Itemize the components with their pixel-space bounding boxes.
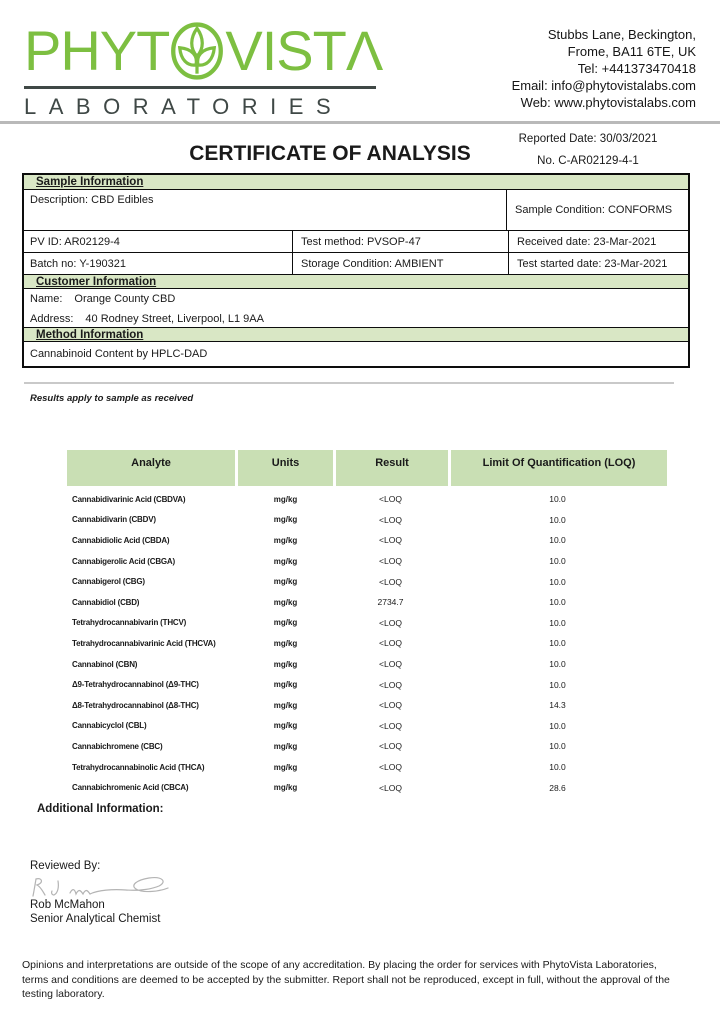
sample-information-header	[24, 175, 688, 190]
result-cell: <LOQ	[379, 782, 402, 793]
analyte-cell: Δ8-Tetrahydrocannabinol (Δ8-THC)	[72, 700, 199, 710]
analyte-cell: Cannabidivarin (CBDV)	[72, 515, 156, 525]
units-cell: mg/kg	[273, 783, 298, 793]
results-table	[67, 450, 667, 798]
batch-no-cell: Batch no: Y-190321	[30, 257, 127, 270]
table-row	[67, 654, 667, 675]
loq-cell: 14.3	[549, 700, 566, 711]
units-cell: mg/kg	[273, 515, 298, 525]
pvid-row	[24, 230, 688, 252]
result-cell: <LOQ	[379, 514, 402, 525]
analyte-cell: Cannabicyclol (CBL)	[72, 721, 147, 731]
reviewed-by-label: Reviewed By:	[30, 860, 101, 872]
results-rows	[67, 489, 667, 798]
reviewer-title: Senior Analytical Chemist	[30, 913, 161, 925]
table-row	[67, 674, 667, 695]
loq-column-header: Limit Of Quantification (LOQ)	[451, 450, 667, 486]
table-row	[67, 489, 667, 510]
analyte-cell: Cannabichromenic Acid (CBCA)	[72, 783, 189, 793]
analyte-cell: Cannabinol (CBN)	[72, 659, 138, 669]
result-cell: 2734.7	[377, 597, 404, 608]
report-number: No. C-AR02129-4-1	[537, 155, 639, 167]
analyte-cell: Tetrahydrocannabivarin (THCV)	[72, 618, 187, 628]
loq-cell: 10.0	[549, 556, 566, 567]
analyte-cell: Cannabidivarinic Acid (CBDVA)	[72, 494, 186, 504]
logo-text-part2: VISTΛ	[225, 19, 383, 82]
units-cell: mg/kg	[273, 535, 298, 545]
contact-address-line1: Stubbs Lane, Beckington,	[547, 27, 696, 42]
units-cell: mg/kg	[273, 556, 298, 566]
contact-phone: Tel: +441373470418	[577, 61, 696, 76]
customer-name-label: Name:	[30, 293, 63, 305]
method-cell: Cannabinoid Content by HPLC-DAD	[30, 348, 208, 360]
results-note: Results apply to sample as received	[30, 393, 194, 404]
customer-address-value: 40 Rodney Street, Liverpool, L1 9AA	[85, 313, 264, 325]
analyte-cell: Cannabigerolic Acid (CBGA)	[72, 556, 175, 566]
loq-cell: 10.0	[549, 741, 566, 752]
customer-details-row	[24, 289, 688, 327]
test-method-cell: Test method: PVSOP-47	[292, 231, 508, 252]
units-cell: mg/kg	[273, 680, 298, 690]
result-cell: <LOQ	[379, 700, 402, 711]
loq-cell: 10.0	[549, 494, 566, 505]
units-cell: mg/kg	[273, 659, 298, 669]
loq-cell: 10.0	[549, 762, 566, 773]
loq-cell: 10.0	[549, 597, 566, 608]
logo-subtitle: LABORATORIES	[24, 94, 344, 119]
table-row	[67, 633, 667, 654]
sample-info-table	[22, 173, 690, 368]
logo-text-part1: PHYT	[24, 19, 170, 82]
analyte-column-header: Analyte	[67, 450, 235, 486]
units-cell: mg/kg	[273, 597, 298, 607]
loq-cell: 10.0	[549, 638, 566, 649]
units-cell: mg/kg	[273, 618, 298, 628]
analyte-cell: Cannabidiol (CBD)	[72, 597, 140, 607]
result-cell: <LOQ	[379, 576, 402, 587]
analyte-cell: Tetrahydrocannabivarinic Acid (THCVA)	[72, 638, 216, 648]
analyte-cell: Δ9-Tetrahydrocannabinol (Δ9-THC)	[72, 680, 199, 690]
units-cell: mg/kg	[273, 721, 298, 731]
analyte-cell: Tetrahydrocannabinolic Acid (THCA)	[72, 762, 205, 772]
units-cell: mg/kg	[273, 762, 298, 772]
loq-cell: 10.0	[549, 679, 566, 690]
lab-contact-block	[512, 26, 696, 111]
result-cell: <LOQ	[379, 762, 402, 773]
result-column-header: Result	[336, 450, 448, 486]
batch-row	[24, 252, 688, 274]
section-divider-rule	[24, 382, 674, 384]
reviewer-name: Rob McMahon	[30, 899, 105, 911]
result-cell: <LOQ	[379, 638, 402, 649]
units-cell: mg/kg	[273, 638, 298, 648]
result-cell: <LOQ	[379, 720, 402, 731]
disclaimer-text: Opinions and interpretations are outside of the scope of any accreditation. By placing the order for services with PhytoVista Laboratories, terms and conditions are deemed to be accepted by the submitter. Report shall not be reproduced, except in full, without the approval of the testing laboratory.	[22, 959, 670, 1000]
method-information-heading-text: Method Information	[36, 328, 144, 341]
units-cell: mg/kg	[273, 741, 298, 751]
loq-cell: 10.0	[549, 535, 566, 546]
contact-email: Email: info@phytovistalabs.com	[511, 78, 696, 93]
table-row	[67, 551, 667, 572]
result-cell: <LOQ	[379, 659, 402, 670]
units-cell: mg/kg	[273, 700, 298, 710]
table-row	[67, 530, 667, 551]
table-row	[67, 592, 667, 613]
loq-cell: 10.0	[549, 617, 566, 628]
customer-name-line	[30, 293, 682, 305]
logo-wordmark	[24, 20, 382, 82]
additional-information-label: Additional Information:	[37, 803, 164, 815]
logo-divider-line	[24, 86, 376, 89]
customer-information-heading-text: Customer Information	[36, 275, 157, 288]
table-row	[67, 695, 667, 716]
result-cell: <LOQ	[379, 679, 402, 690]
storage-condition-cell: Storage Condition: AMBIENT	[292, 253, 508, 274]
result-cell: <LOQ	[379, 535, 402, 546]
loq-cell: 10.0	[549, 720, 566, 731]
logo	[24, 20, 382, 118]
contact-web: Web: www.phytovistalabs.com	[520, 95, 696, 110]
table-row	[67, 777, 667, 798]
table-row	[67, 571, 667, 592]
description-row	[24, 190, 688, 230]
units-cell: mg/kg	[273, 494, 298, 504]
loq-cell: 10.0	[549, 576, 566, 587]
leaf-in-circle-icon	[170, 20, 224, 82]
sample-information-heading-text: Sample Information	[36, 176, 144, 188]
customer-information-header	[24, 274, 688, 289]
customer-address-label: Address:	[30, 313, 74, 325]
analyte-cell: Cannabidiolic Acid (CBDA)	[72, 535, 170, 545]
loq-cell: 10.0	[549, 514, 566, 525]
analyte-cell: Cannabigerol (CBG)	[72, 577, 145, 587]
contact-address-line2: Frome, BA11 6TE, UK	[567, 44, 696, 59]
table-row	[67, 716, 667, 737]
table-row	[67, 757, 667, 778]
description-cell: Description: CBD Edibles	[30, 194, 154, 206]
sample-condition-cell: Sample Condition: CONFORMS	[506, 190, 688, 230]
result-cell: <LOQ	[379, 494, 402, 505]
analyte-cell: Cannabichromene (CBC)	[72, 741, 163, 751]
received-date-cell: Received date: 23-Mar-2021	[508, 231, 688, 252]
header-divider-rule	[0, 121, 720, 124]
table-row	[67, 613, 667, 634]
loq-cell: 10.0	[549, 659, 566, 670]
test-started-date-cell: Test started date: 23-Mar-2021	[508, 253, 688, 274]
units-column-header: Units	[238, 450, 333, 486]
results-table-header	[67, 450, 667, 486]
loq-cell: 28.6	[549, 782, 566, 793]
page-title: CERTIFICATE OF ANALYSIS	[189, 142, 471, 165]
method-information-header	[24, 327, 688, 342]
customer-address-line	[30, 313, 682, 325]
customer-name-value: Orange County CBD	[74, 293, 176, 305]
result-cell: <LOQ	[379, 617, 402, 628]
pv-id-cell: PV ID: AR02129-4	[30, 235, 120, 248]
result-cell: <LOQ	[379, 556, 402, 567]
reported-date: Reported Date: 30/03/2021	[518, 133, 658, 145]
table-row	[67, 510, 667, 531]
result-cell: <LOQ	[379, 741, 402, 752]
units-cell: mg/kg	[273, 577, 298, 587]
table-row	[67, 736, 667, 757]
